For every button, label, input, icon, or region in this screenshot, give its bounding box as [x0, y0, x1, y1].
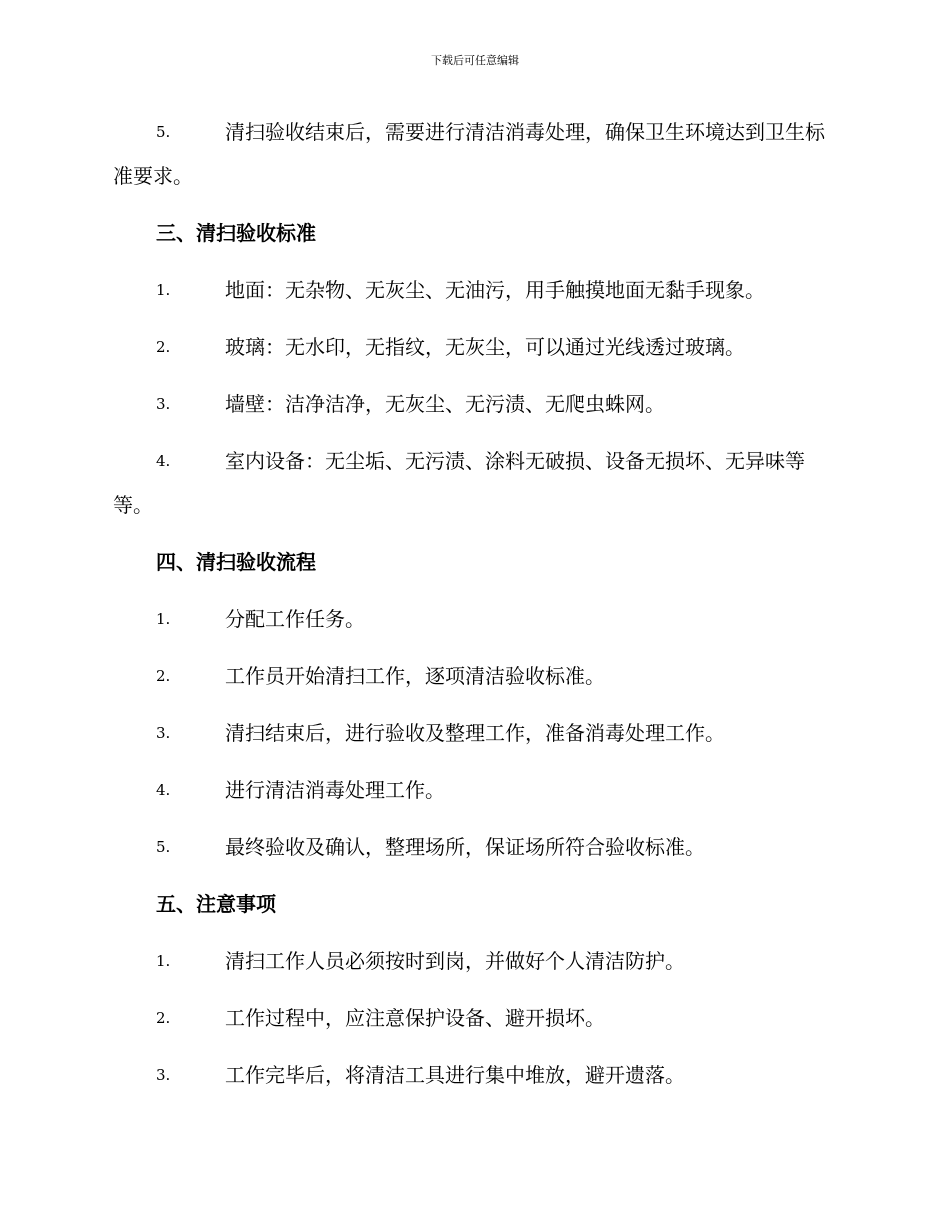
- item-text: 工作员开始清扫工作，逐项清洁验收标准。: [225, 664, 605, 688]
- list-item: [113, 996, 837, 1040]
- item-text: 墙壁：洁净洁净，无灰尘、无污渍、无爬虫蛛网。: [225, 392, 665, 416]
- item-text: 地面：无杂物、无灰尘、无油污，用手触摸地面无黏手现象。: [225, 278, 765, 302]
- list-item: [113, 939, 837, 983]
- item-number: 2.: [156, 1009, 171, 1027]
- section-heading: 四、清扫验收流程: [156, 550, 316, 574]
- list-item: [113, 382, 837, 426]
- item-text: 工作过程中，应注意保护设备、避开损坏。: [225, 1006, 605, 1030]
- item-number: 5.: [156, 123, 171, 141]
- section-heading: 五、注意事项: [156, 892, 276, 916]
- item-number: 3.: [156, 1066, 171, 1084]
- item-text: 室内设备：无尘垢、无污渍、涂料无破损、设备无损坏、无异味等等。: [113, 449, 805, 517]
- list-item: [113, 654, 837, 698]
- item-number: 3.: [156, 395, 171, 413]
- item-number: 4.: [156, 781, 171, 799]
- page-header-note: 下载后可任意编辑: [431, 54, 519, 67]
- item-number: 5.: [156, 838, 171, 856]
- item-number: 1.: [156, 281, 171, 299]
- list-item: [113, 439, 837, 527]
- list-item: [113, 825, 837, 869]
- item-text: 最终验收及确认，整理场所，保证场所符合验收标准。: [225, 835, 705, 859]
- list-item: [113, 1053, 837, 1097]
- list-item: [113, 110, 837, 198]
- section-heading: 三、清扫验收标准: [156, 221, 316, 245]
- document-body: [113, 110, 837, 1110]
- list-item: [113, 268, 837, 312]
- list-item: [113, 768, 837, 812]
- item-number: 1.: [156, 610, 171, 628]
- item-text: 工作完毕后，将清洁工具进行集中堆放，避开遗落。: [225, 1063, 685, 1087]
- list-item: [113, 597, 837, 641]
- item-text: 分配工作任务。: [225, 607, 365, 631]
- item-text: 进行清洁消毒处理工作。: [225, 778, 445, 802]
- item-number: 4.: [156, 452, 171, 470]
- list-item: [113, 325, 837, 369]
- list-item: [113, 711, 837, 755]
- item-text: 清扫工作人员必须按时到岗，并做好个人清洁防护。: [225, 949, 685, 973]
- item-text: 清扫验收结束后，需要进行清洁消毒处理，确保卫生环境达到卫生标准要求。: [113, 120, 825, 188]
- item-text: 玻璃：无水印，无指纹，无灰尘，可以通过光线透过玻璃。: [225, 335, 745, 359]
- item-number: 2.: [156, 338, 171, 356]
- item-number: 3.: [156, 724, 171, 742]
- item-text: 清扫结束后，进行验收及整理工作，准备消毒处理工作。: [225, 721, 725, 745]
- item-number: 1.: [156, 952, 171, 970]
- item-number: 2.: [156, 667, 171, 685]
